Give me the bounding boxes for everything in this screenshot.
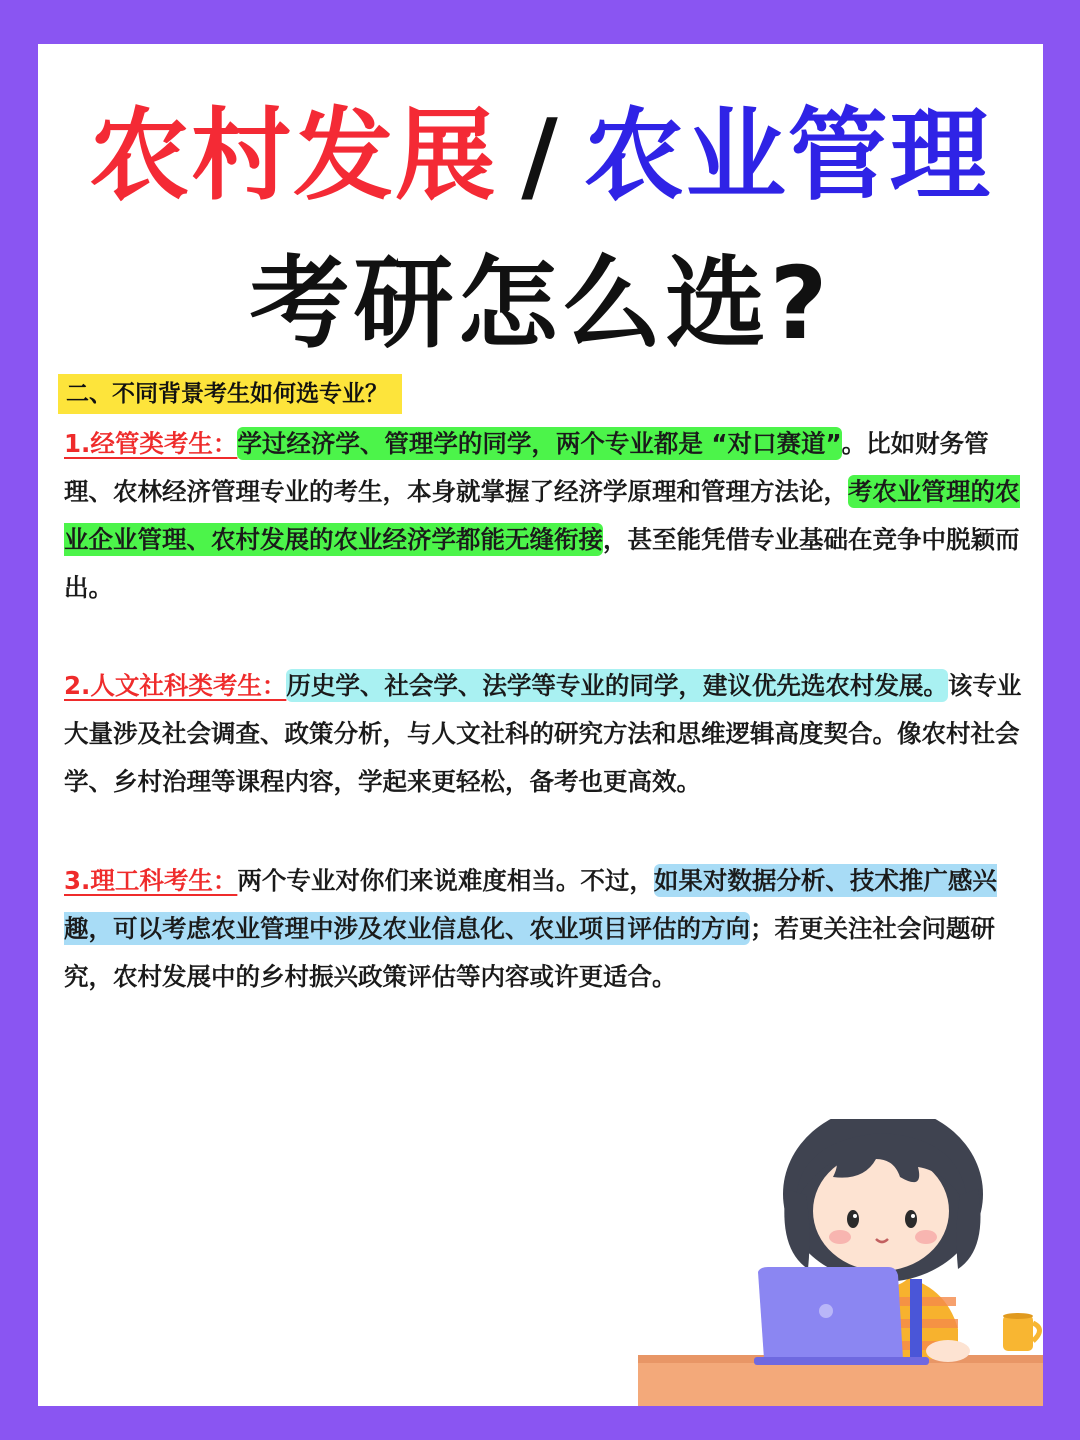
paragraph-economics-students xyxy=(64,420,1024,612)
body-text: ，甚至能凭借专业基础在竞争中脱颖而出。 xyxy=(64,525,1020,602)
body-text: 该专业大量涉及社会调查、政策分析，与人文社科的研究方法和思维逻辑高度契合。像农村社会学、乡村治理等课程内容，学起来更轻松，备考也更高效。 xyxy=(64,671,1022,796)
paragraph-science-students xyxy=(64,857,1024,1001)
subtitle-how-to-choose: 考研怎么选? xyxy=(249,245,832,362)
mug-shape xyxy=(1003,1315,1033,1351)
body-text: ；若更关注社会问题研究，农村发展中的乡村振兴政策评估等内容或许更适合。 xyxy=(64,914,995,991)
section-label: 二、不同背景考生如何选专业？ xyxy=(58,374,402,414)
paragraph-humanities-students xyxy=(64,662,1024,806)
body-text: 两个专业对你们来说难度相当。不过， xyxy=(237,866,654,895)
highlight-text: 学过经济学、管理学的同学，两个专业都是 “对口赛道” xyxy=(237,429,842,458)
highlight-text: 历史学、社会学、法学等专业的同学，建议优先选农村发展。 xyxy=(286,671,948,700)
title-agricultural-management: 农业管理 xyxy=(583,97,992,214)
girl-with-laptop-illustration xyxy=(628,1119,1043,1406)
content-card xyxy=(38,44,1043,1406)
paragraph-label: 2.人文社科类考生： xyxy=(64,671,287,700)
title-slash: / xyxy=(521,97,560,214)
title-rural-development: 农村发展 xyxy=(89,97,498,214)
highlight-text: 如果对数据分析、技术推广感兴趣，可以考虑农业管理中涉及农业信息化、农业项目评估的方向 xyxy=(64,866,997,943)
main-title xyxy=(38,96,1043,216)
body-text: 。比如财务管理、农林经济管理专业的考生，本身就掌握了经济学原理和管理方法论， xyxy=(64,429,989,506)
paragraph-label: 1.经管类考生： xyxy=(64,429,238,458)
paragraph-label: 3.理工科考生： xyxy=(64,866,238,895)
highlight-text: 考农业管理的农业企业管理、农村发展的农业经济学都能无缝衔接 xyxy=(64,477,1020,554)
